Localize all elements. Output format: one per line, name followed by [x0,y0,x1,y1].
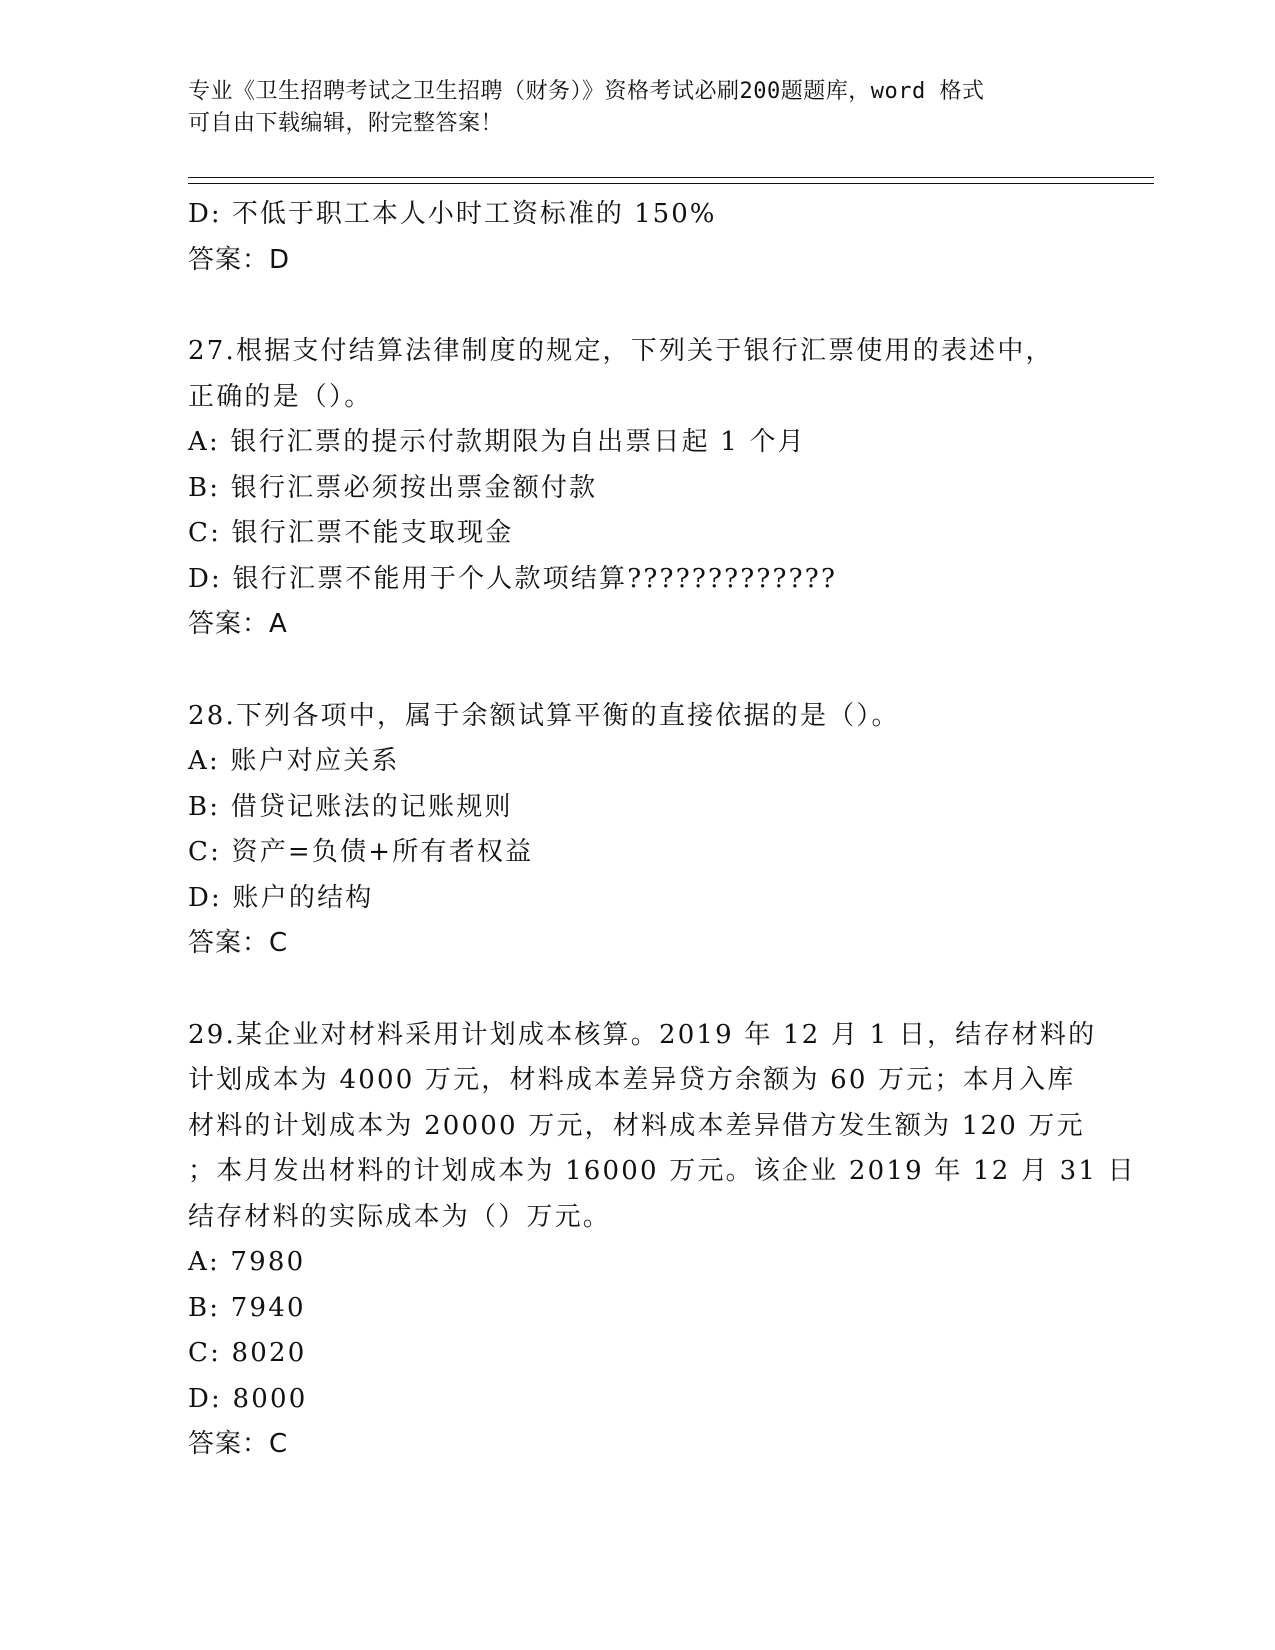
spacer [188,283,1088,329]
question-stem-line: 结存材料的实际成本为（）万元。 [188,1201,612,1232]
header-title-line-2: 可自由下载编辑，附完整答案！ [188,111,504,136]
spacer [188,967,1088,1013]
option-d: D: 账户的结构 [188,882,374,913]
question-28 [188,694,1088,967]
document-header [188,76,1068,140]
option-a: A: 银行汇票的提示付款期限为自出票日起 1 个月 [188,427,806,457]
option-c: C: 8020 [188,1338,307,1368]
answer-line: 答案：C [188,928,289,958]
spacer [188,648,1088,694]
question-27 [188,329,1088,648]
question-stem-line: 28.下列各项中，属于余额试算平衡的直接依据的是（）。 [188,700,900,731]
option-b: B: 银行汇票必须按出票金额付款 [188,472,598,503]
option-d: D: 银行汇票不能用于个人款项结算????????????? [188,563,838,594]
option-a: A: 7980 [188,1247,306,1277]
option-b: B: 借贷记账法的记账规则 [188,791,513,822]
question-content [188,192,1136,1468]
option-c: C: 资产=负债+所有者权益 [188,837,534,867]
question-stem-line: 29.某企业对材料采用计划成本核算。2019 年 12 月 1 日，结存材料的 [188,1019,1097,1050]
answer-line: 答案：D [188,244,291,275]
option-d: D: 不低于职工本人小时工资标准的 150% [188,199,717,229]
option-c: C: 银行汇票不能支取现金 [188,518,514,548]
answer-line: 答案：C [188,1429,289,1459]
header-divider-top [188,177,1154,178]
header-title-line-1: 专业《卫生招聘考试之卫生招聘（财务）》资格考试必刷200题题库，word 格式 [188,79,985,104]
previous-question-tail [188,192,1088,283]
option-a: A: 账户对应关系 [188,746,400,776]
question-stem-line: ；本月发出材料的计划成本为 16000 万元。该企业 2019 年 12 月 31 日 [188,1156,1136,1186]
question-29 [188,1013,1136,1468]
header-divider-bottom [188,183,1154,184]
question-stem-line: 正确的是（）。 [188,381,373,412]
option-b: B: 7940 [188,1292,306,1323]
question-stem-line: 材料的计划成本为 20000 万元，材料成本差异借方发生额为 120 万元 [188,1110,1085,1141]
answer-line: 答案：A [188,609,288,639]
question-stem-line: 27.根据支付结算法律制度的规定，下列关于银行汇票使用的表述中， [188,336,1054,366]
option-d: D: 8000 [188,1383,308,1414]
question-stem-line: 计划成本为 4000 万元，材料成本差异贷方余额为 60 万元；本月入库 [188,1065,1076,1095]
